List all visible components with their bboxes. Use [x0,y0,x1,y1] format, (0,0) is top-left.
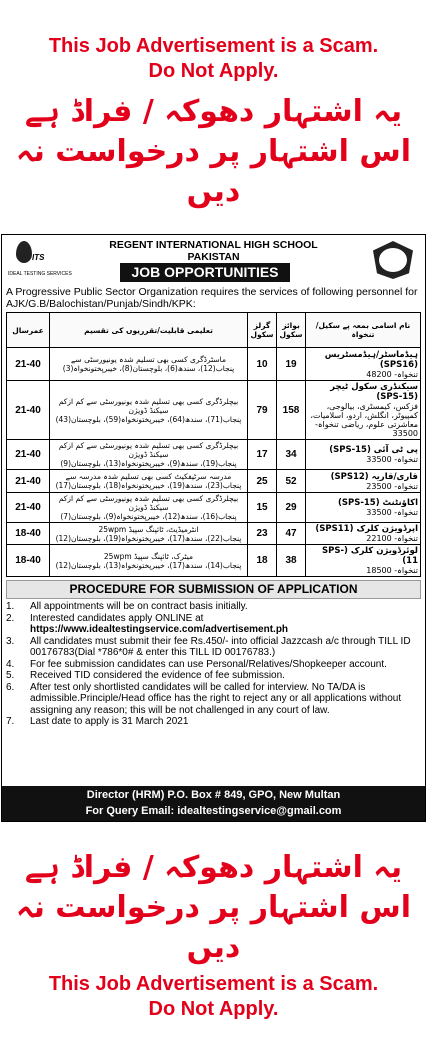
post-name: قاری/قاریہ (SPS12) [330,472,418,482]
girls-count: 25 [248,470,277,493]
footer-address: Director (HRM) P.O. Box # 849, GPO, New Multan [86,789,341,801]
girls-count: 23 [248,523,277,545]
table-header-row [7,313,421,348]
procedure-list [2,601,425,728]
girls-count: 17 [248,440,277,470]
procedure-text: All appointments will be on contract basis initially. [30,601,248,612]
girls-count: 10 [248,348,277,381]
post-pay: فزکس، کیمسٹری، بیالوجی، کمپیوٹر، انگلش، اردو، اسلامیات، معاشرتی علوم، ریاضی تنخواہ- 33500 [310,402,418,438]
qualification-cell [50,493,248,523]
header-post: نام اسامی بمعہ پے سکیل/تنخواہ [306,313,421,348]
post-cell [306,440,421,470]
header-girls: گرلز سکول [248,313,277,348]
procedure-item [6,659,421,671]
post-cell [306,381,421,440]
post-pay: تنخواہ- 23500 [366,482,418,491]
distribution: پنجاب(14)، سندھ(17)، خیبرپختونخواہ(13)، بلوچستان(12) [55,560,242,570]
logo-subtext: IDEAL TESTING SERVICES [8,271,72,277]
table-row [7,470,421,493]
qualification: بیچلرڈگری کسی بھی تسلیم شدہ یونیورسٹی سے کم ازکم سیکنڈ ڈویژن [58,494,239,512]
job-advertisement [1,234,426,822]
boys-count: 52 [277,470,306,493]
warning-line: Do Not Apply. [148,60,279,82]
qualification-cell [50,470,248,493]
qualification: میٹرک، ٹائپنگ سپیڈ 25wpm [103,551,194,561]
header-boys: بوائز سکول [277,313,306,348]
scam-warning-top-urdu [0,92,427,212]
table-row [7,493,421,523]
post-name: اپرڈویژن کلرک (SPS11) [315,524,418,534]
qualification-cell [50,545,248,577]
crest-center [379,248,407,272]
drop-icon [16,241,32,263]
procedure-item [6,636,421,659]
school-name-line: REGENT INTERNATIONAL HIGH SCHOOL [109,239,318,251]
qualification-cell [50,523,248,545]
boys-count: 38 [277,545,306,577]
qualification: بیچلرڈگری کسی بھی تسلیم شدہ یونیورسٹی سے کم ازکم سیکنڈ ڈویژن [58,396,239,415]
procedure-text: Received TID considered the evidence of fee submission. [30,670,285,681]
warning-line-urdu: اس اشتہار پر درخواست نہ دیں [15,134,411,209]
distribution: پنجاب(12)، سندھ(6)، بلوچستان(8)، خیبرپختونخواہ(3) [62,364,235,373]
table-row [7,348,421,381]
distribution: پنجاب(23)، سندھ(19)، خیبرپختونخواہ(18)، بلوچستان(17) [55,481,242,490]
qualification-cell [50,440,248,470]
post-name: ہیڈماسٹر/ہیڈمسٹریس (SPS16) [324,350,418,370]
procedure-number: 4. [6,658,15,670]
procedure-number: 2. [6,612,15,624]
distribution: پنجاب(19)، سندھ(9)، خیبرپختونخواہ(13)، بلوچستان(9) [60,459,237,468]
procedure-number: 6. [6,681,15,693]
procedure-title: PROCEDURE FOR SUBMISSION OF APPLICATION [6,580,421,599]
procedure-number: 1. [6,601,15,612]
procedure-text: After test only shortlisted candidates will be called for interview. No TA/DA is admissible.Principle/Head office has the right to reject any or all applications without assigning any reason; this will be not challenged in any court of law. [30,681,402,716]
logo-text: ITS [32,253,45,262]
table-row [7,545,421,577]
table-row [7,523,421,545]
school-name [62,239,365,263]
post-pay: تنخواہ- 18500 [366,566,418,575]
header-age: عمرسال [7,313,50,348]
post-cell [306,470,421,493]
procedure-item [6,716,421,728]
age-range: 18-40 [7,523,50,545]
job-opportunities-banner: JOB OPPORTUNITIES [120,263,290,282]
post-pay: تنخواہ- 33500 [366,455,418,464]
procedure-text: For fee submission candidates can use Personal/Relatives/Shopkeeper account. [30,658,387,670]
scam-warning-bottom-english [0,972,427,1022]
age-range: 21-40 [7,470,50,493]
post-pay: تنخواہ- 22100 [366,534,418,543]
scam-warning-bottom-urdu [0,848,427,968]
warning-line-urdu: اس اشتہار پر درخواست نہ دیں [15,890,411,965]
distribution: پنجاب(22)، سندھ(17)، خیبرپختونخواہ(19)، بلوچستان(12) [55,533,242,543]
warning-line-urdu: یہ اشتہار دھوکہ / فراڈ ہے [24,850,403,885]
post-name: لوئرڈویژن کلرک (SPS-11) [321,546,418,566]
post-cell [306,545,421,577]
warning-line: This Job Advertisement is a Scam. [48,35,379,57]
age-range: 18-40 [7,545,50,577]
procedure-item [6,613,421,625]
boys-count: 158 [277,381,306,440]
boys-count: 19 [277,348,306,381]
table-row [7,381,421,440]
age-range: 21-40 [7,381,50,440]
boys-count: 34 [277,440,306,470]
school-name-line: PAKISTAN [187,251,240,263]
post-cell [306,523,421,545]
warning-line-urdu: یہ اشتہار دھوکہ / فراڈ ہے [24,94,403,129]
procedure-text: https://www.idealtestingservice.com/advertisement.ph [30,624,289,635]
ad-header [2,235,425,285]
procedure-item [6,624,421,636]
table-row [7,440,421,470]
jobs-table [6,312,421,577]
warning-line: Do Not Apply. [148,998,279,1020]
girls-count: 15 [248,493,277,523]
its-logo [8,239,72,279]
post-pay: تنخواہ- 33500 [366,508,418,517]
boys-count: 47 [277,523,306,545]
post-cell [306,348,421,381]
age-range: 21-40 [7,440,50,470]
procedure-number [6,624,30,636]
scam-warning-top-english [0,34,427,84]
ad-footer [2,786,425,821]
footer-email: For Query Email: idealtestingservice@gmail.com [85,805,342,817]
procedure-text: Last date to apply is 31 March 2021 [30,716,189,727]
procedure-number: 7. [6,716,15,727]
procedure-number: 5. [6,670,15,681]
procedure-number: 3. [6,635,15,647]
post-name: پی ٹی آئی (SPS-15) [329,445,418,455]
age-range: 21-40 [7,348,50,381]
procedure-text: Interested candidates apply ONLINE at [30,612,204,624]
post-cell [306,493,421,523]
procedure-item [6,601,421,613]
qualification: انٹرمیڈیٹ، ٹائپنگ سپیڈ 25wpm [98,524,199,534]
qualification-cell [50,348,248,381]
girls-count: 18 [248,545,277,577]
intro-text: A Progressive Public Sector Organization requires the services of following personnel for AJK/G.B/Balochistan/Punjab/Sindh/KPK: [6,286,418,310]
warning-line: This Job Advertisement is a Scam. [48,973,379,995]
age-range: 21-40 [7,493,50,523]
boys-count: 29 [277,493,306,523]
procedure-item [6,670,421,682]
qualification: ماسٹرڈگری کسی بھی تسلیم شدہ یونیورسٹی سے [71,355,226,364]
header-qualification: تعلیمی قابلیت/تقرریوں کی تقسیم [50,313,248,348]
girls-count: 79 [248,381,277,440]
distribution: پنجاب(16)، سندھ(12)، خیبرپختونخواہ(9)، بلوچستان(7) [60,512,237,521]
qualification: مدرسہ سرٹیفکیٹ کسی بھی تسلیم شدہ مدرسہ سے [65,472,232,481]
qualification: بیچلرڈگری کسی بھی تسلیم شدہ یونیورسٹی سے کم ازکم سیکنڈ ڈویژن [58,441,239,459]
post-name: اکاؤنٹنٹ (SPS-15) [337,498,418,508]
post-name: سیکنڈری سکول ٹیچر (SPS-15) [330,382,418,402]
procedure-item [6,682,421,717]
procedure-text: All candidates must submit their fee Rs.450/- into official Jazzcash a/c through TILL ID 00176783(Dial *786*0# & enter this TILL ID 00176783.) [30,635,411,658]
distribution: پنجاب(71)، سندھ(64)، خیبرپختونخواہ(59)، بلوچستان(43) [55,414,242,424]
qualification-cell [50,381,248,440]
post-pay: تنخواہ- 48200 [366,370,418,379]
